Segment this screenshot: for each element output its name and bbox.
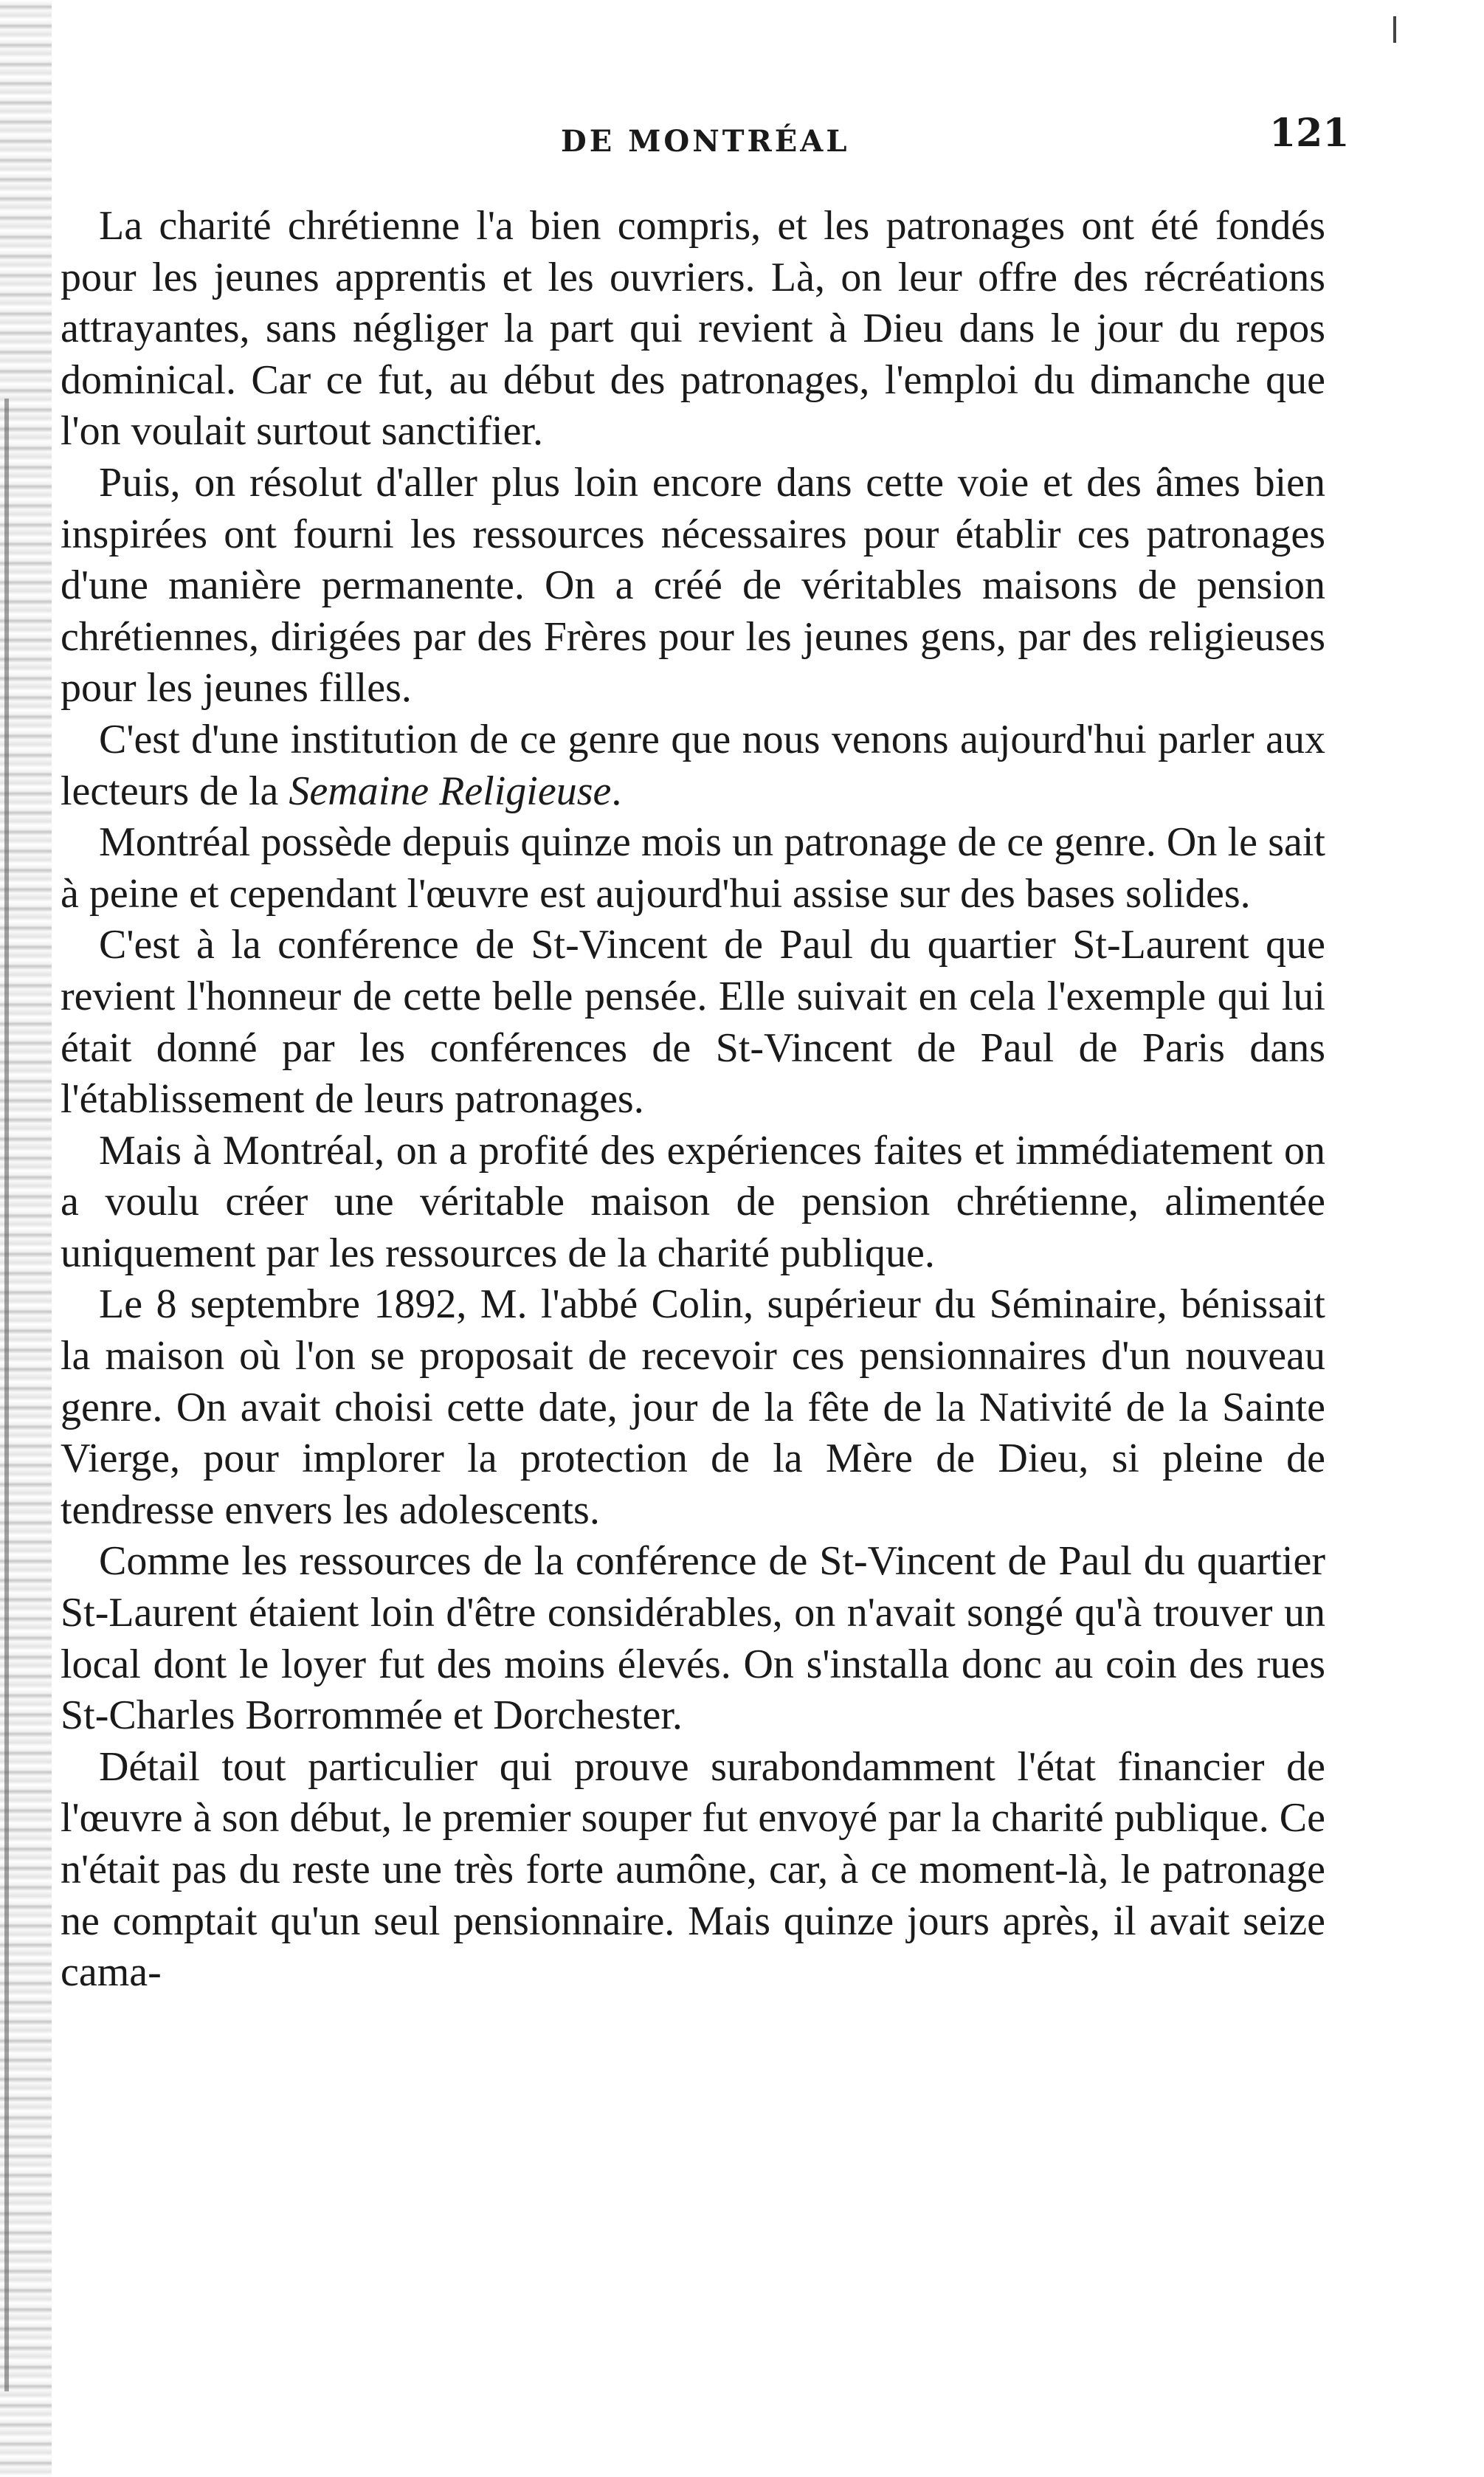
- paragraph: [61, 714, 1325, 817]
- scan-speck: [1393, 16, 1396, 43]
- paragraph: Montréal possède depuis quinze mois un patronage de ce genre. On le sait à peine et cependant l'œuvre est aujourd'hui assise sur des bases solides.: [61, 819, 1325, 917]
- paragraph: Puis, on résolut d'aller plus loin encore dans cette voie et des âmes bien inspirées ont fourni les ressources nécessaires pour établir ces patronages d'une manière permanente. On a créé de véritables maisons de pension chrétiennes, dirigées par des Frères pour les jeunes gens, par des religieuses pour les jeunes filles.: [61, 459, 1325, 712]
- page-number: 121: [1269, 111, 1350, 156]
- scanned-binding-shadow: [4, 399, 9, 2391]
- paragraph-text: C'est d'une institution de ce genre que nous venons aujourd'hui parler aux lecteurs de la: [61, 716, 1325, 814]
- publication-title: Semaine Religieuse: [289, 768, 612, 814]
- paragraph: La charité chrétienne l'a bien compris, et les patronages ont été fondés pour les jeunes apprentis et les ouvriers. Là, on leur offre des récréations attrayantes, sans négliger la part qui revient à Dieu dans le jour du repos dominical. Car ce fut, au début des patronages, l'emploi du dimanche que l'on voulait surtout sanctifier.: [61, 203, 1325, 455]
- paragraph: Comme les ressources de la conférence de St-Vincent de Paul du quartier St-Laurent étaient loin d'être considérables, on n'avait songé qu'à trouver un local dont le loyer fut des moins élevés. On s'installa donc au coin des rues St-Charles Borrommée et Dorchester.: [61, 1538, 1325, 1739]
- paragraph: Détail tout particulier qui prouve surabondamment l'état financier de l'œuvre à son début, le premier souper fut envoyé par la charité publique. Ce n'était pas du reste une très forte aumône, car, à ce moment-là, le patronage ne comptait qu'un seul pensionnaire. Mais quinze jours après, il avait seize cama-: [61, 1743, 1325, 1996]
- paragraph: C'est à la conférence de St-Vincent de Paul du quartier St-Laurent que revient l'honneur de cette belle pensée. Elle suivait en cela l'exemple qui lui était donné par les conférences de St-Vincent de Paul de Paris dans l'établissement de leurs patronages.: [61, 922, 1325, 1123]
- body-text: [61, 201, 1325, 1999]
- paragraph-end-punctuation: .: [611, 768, 622, 814]
- paragraph: Mais à Montréal, on a profité des expériences faites et immédiatement on a voulu créer une véritable maison de pension chrétienne, alimentée uniquement par les ressources de la charité publique.: [61, 1127, 1325, 1276]
- running-head: DE MONTRÉAL: [561, 124, 850, 159]
- paragraph: Le 8 septembre 1892, M. l'abbé Colin, supérieur du Séminaire, bénissait la maison où l'on se proposait de recevoir ces pensionnaires d'un nouveau genre. On avait choisi cette date, jour de la fête de la Nativité de la Sainte Vierge, pour implorer la protection de la Mère de Dieu, si pleine de tendresse envers les adolescents.: [61, 1281, 1325, 1533]
